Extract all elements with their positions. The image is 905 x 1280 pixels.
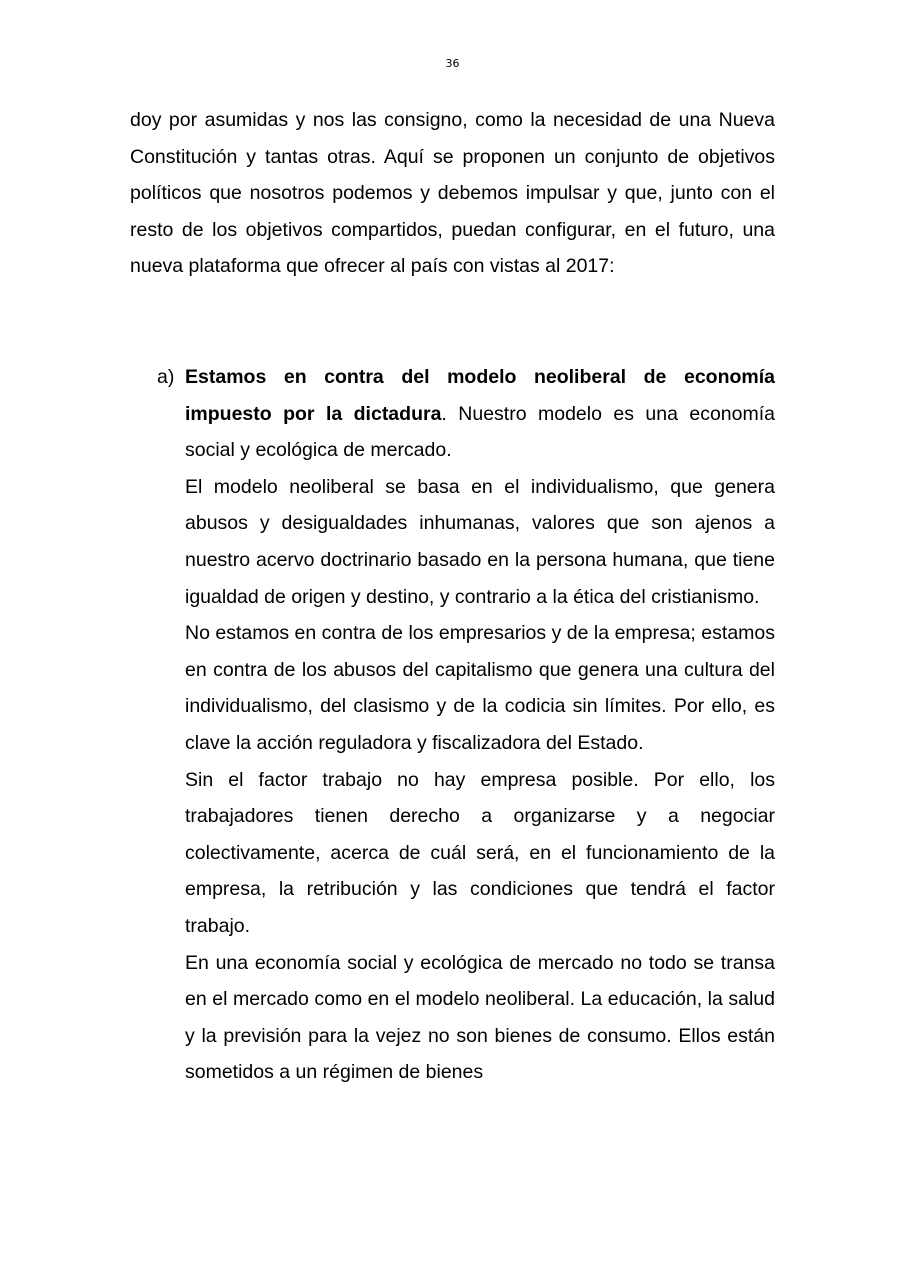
list-marker: a) (157, 366, 175, 388)
list-item-body (185, 359, 775, 1091)
item-paragraph: El modelo neoliberal se basa en el individualismo, que genera abusos y desigualdades inhumanas, valores que son ajenos a nuestro acervo doctrinario basado en la persona humana, que tiene igualdad de origen y destino, y contrario a la ética del cristianismo. (185, 475, 775, 608)
intro-paragraph: doy por asumidas y nos las consigno, como la necesidad de una Nueva Constitución y tantas otras. Aquí se proponen un conjunto de objetivos políticos que nosotros podemos y debemos impulsar y que, junto con el resto de los objetivos compartidos, puedan configurar, en el futuro, una nueva plataforma que ofrecer al país con vistas al 2017: (130, 109, 775, 278)
item-heading-bold: Estamos en contra del modelo neoliberal de economía impuesto por la dictadura (185, 366, 775, 425)
item-paragraph: En una economía social y ecológica de mercado no todo se transa en el mercado como en el modelo neoliberal. La educación, la salud y la previsión para la vejez no son bienes de consumo. Ellos están sometidos a un régimen de bienes (185, 951, 775, 1084)
item-heading-paragraph (185, 359, 775, 469)
item-heading-rest: . Nuestro modelo es una economía social y ecológica de mercado. (185, 402, 775, 462)
item-paragraph: Sin el factor trabajo no hay empresa posible. Por ello, los trabajadores tienen derecho a organizarse y a negociar colectivamente, acerca de cuál será, en el funcionamiento de la empresa, la retribución y las condiciones que tendrá el factor trabajo. (185, 768, 775, 937)
objectives-list (130, 359, 775, 1091)
item-paragraph: No estamos en contra de los empresarios y de la empresa; estamos en contra de los abusos del capitalismo que genera una cultura del individualismo, del clasismo y de la codicia sin límites. Por ello, es clave la acción reguladora y fiscalizadora del Estado. (185, 622, 775, 754)
page-number: 36 (445, 57, 460, 70)
list-item (130, 359, 775, 1091)
